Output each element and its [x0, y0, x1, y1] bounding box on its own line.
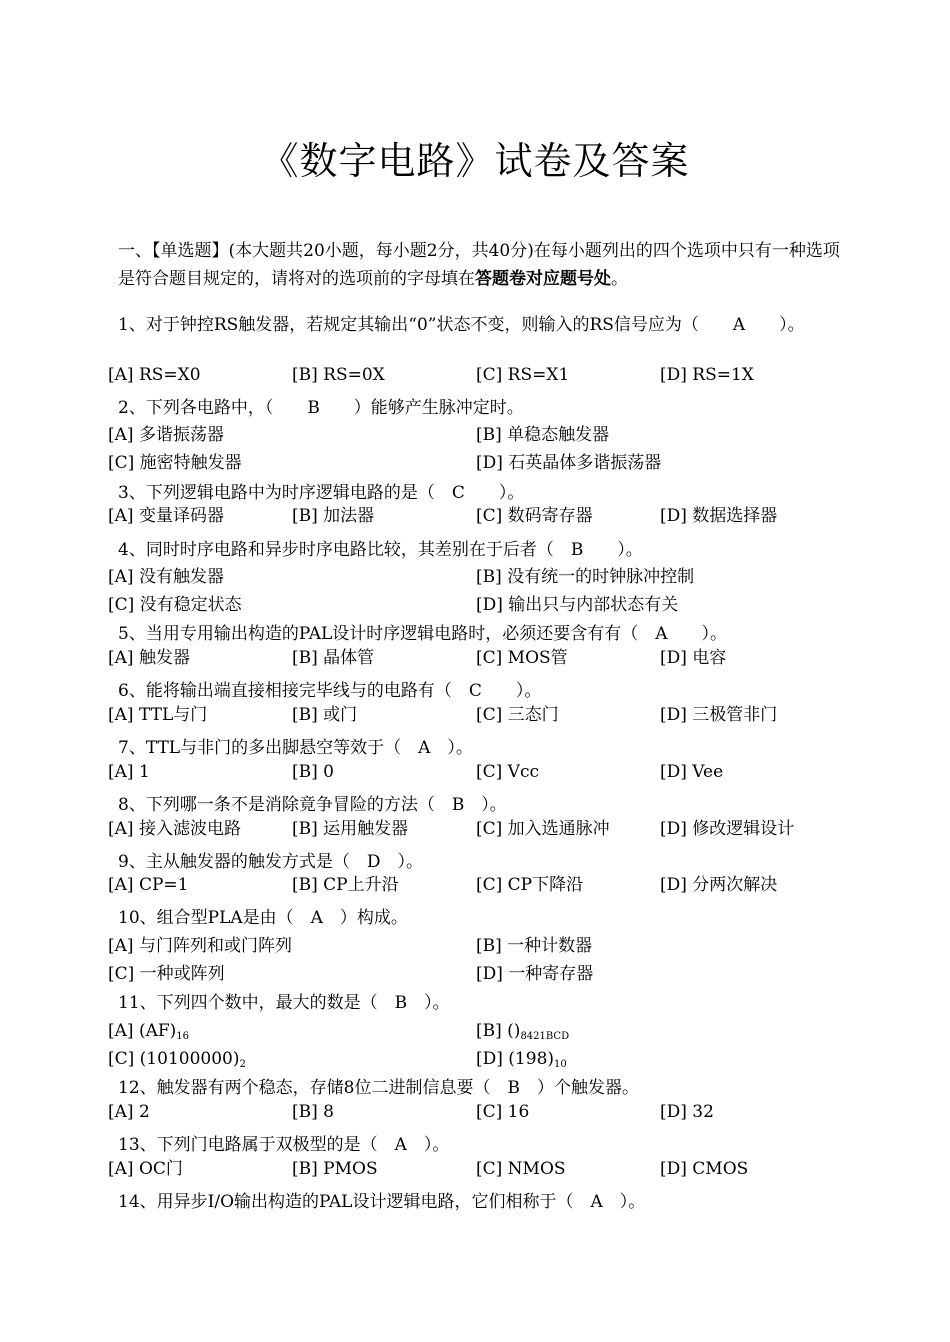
option-a: [A] 多谐振荡器: [108, 425, 224, 445]
option-b: [B] 晶体管: [292, 648, 375, 668]
question-7: 7、TTL与非门的多出脚悬空等效于（ A ）。: [118, 738, 473, 758]
option-d: [476, 1046, 567, 1078]
option-a: [A] TTL与门: [108, 705, 208, 725]
option-a: [A] 2: [108, 1102, 150, 1122]
options-7: [108, 759, 848, 785]
option-b: [B] PMOS: [292, 1159, 378, 1179]
option-d: [D] CMOS: [660, 1159, 749, 1179]
options-2-row1: [108, 422, 848, 448]
options-11-row2: [108, 1046, 848, 1072]
option-a: [A] 变量译码器: [108, 506, 224, 526]
options-9: [108, 872, 848, 898]
options-5: [108, 645, 848, 671]
option-b-value: [B] (): [476, 1021, 521, 1041]
question-10: 10、组合型PLA是由（ A ）构成。: [118, 908, 408, 928]
options-10-row1: [108, 933, 848, 959]
question-2: 2、下列各电路中，（ B ）能够产生脉冲定时。: [118, 398, 524, 418]
option-c: [108, 1046, 246, 1078]
option-b: [B] 一种计数器: [476, 936, 593, 956]
option-d: [D] 32: [660, 1102, 714, 1122]
option-b: [B] 或门: [292, 705, 358, 725]
option-b: [B] 8: [292, 1102, 334, 1122]
option-c: [C] 16: [476, 1102, 530, 1122]
intro-bold-text: 答题卷对应题号处: [475, 269, 611, 289]
option-d: [D] 电容: [660, 648, 727, 668]
option-b-base: 8421BCD: [520, 1031, 570, 1042]
page-title: 《数字电路》试卷及答案: [260, 139, 690, 183]
question-12: 12、触发器有两个稳态，存储8位二进制信息要（ B ）个触发器。: [118, 1078, 639, 1098]
option-a: [A] OC门: [108, 1159, 183, 1179]
intro-text-end: 。: [611, 269, 628, 289]
question-5: 5、当用专用输出构造的PAL设计时序逻辑电路时，必须还要含有有（ A ）。: [118, 624, 728, 644]
option-c: [C] 三态门: [476, 705, 559, 725]
options-4-row1: [108, 564, 848, 590]
option-b: [B] 运用触发器: [292, 819, 409, 839]
option-b: [B] RS=0X: [292, 365, 385, 385]
options-6: [108, 702, 848, 728]
option-b: [B] 单稳态触发器: [476, 425, 610, 445]
options-2-row2: [108, 450, 848, 476]
option-a: [A] 没有触发器: [108, 567, 224, 587]
options-11-row1: [108, 1018, 848, 1044]
option-c-value: [C] (10100000): [108, 1049, 240, 1069]
option-b: [B] 没有统一的时钟脉冲控制: [476, 567, 695, 587]
option-c: [C] MOS管: [476, 648, 568, 668]
options-1: [108, 362, 848, 388]
option-d: [D] 输出只与内部状态有关: [476, 595, 679, 615]
question-8: 8、下列哪一条不是消除竟争冒险的方法（ B ）。: [118, 795, 507, 815]
option-a: [A] RS=X0: [108, 365, 201, 385]
option-c: [C] Vcc: [476, 762, 539, 782]
option-d-value: [D] (198): [476, 1049, 555, 1069]
option-d: [D] Vee: [660, 762, 724, 782]
question-1: 1、对于钟控RS触发器，若规定其输出“0”状态不变，则输入的RS信号应为（ A ）。: [118, 315, 805, 335]
option-d-base: 10: [554, 1059, 567, 1070]
option-a: [A] 接入滤波电路: [108, 819, 241, 839]
option-c: [C] CP下降沿: [476, 875, 584, 895]
option-a: [A] 触发器: [108, 648, 190, 668]
option-c-base: 2: [239, 1059, 246, 1070]
options-10-row2: [108, 961, 848, 987]
option-c: [C] 没有稳定状态: [108, 595, 242, 615]
question-13: 13、下列门电路属于双极型的是（ A ）。: [118, 1135, 450, 1155]
option-c: [C] 一种或阵列: [108, 964, 225, 984]
option-a: [A] CP=1: [108, 875, 189, 895]
options-8: [108, 816, 848, 842]
question-11: 11、下列四个数中，最大的数是（ B ）。: [118, 993, 450, 1013]
option-c: [C] 数码寄存器: [476, 506, 593, 526]
option-d: [D] 修改逻辑设计: [660, 819, 795, 839]
option-a: [A] 与门阵列和或门阵列: [108, 936, 292, 956]
option-c: [C] NMOS: [476, 1159, 566, 1179]
options-13: [108, 1156, 848, 1182]
option-c: [C] RS=X1: [476, 365, 570, 385]
option-a-base: 16: [176, 1031, 190, 1042]
option-d: [D] 石英晶体多谐振荡器: [476, 453, 662, 473]
option-c: [C] 施密特触发器: [108, 453, 242, 473]
option-d: [D] 分两次解决: [660, 875, 778, 895]
section-intro: [118, 237, 848, 293]
question-14: 14、用异步I/O输出构造的PAL设计逻辑电路，它们相称于（ A ）。: [118, 1192, 646, 1212]
option-d: [D] 一种寄存器: [476, 964, 594, 984]
option-d: [D] RS=1X: [660, 365, 754, 385]
option-a-value: [A] (AF): [108, 1021, 177, 1041]
option-c: [C] 加入选通脉冲: [476, 819, 610, 839]
option-b: [B] 0: [292, 762, 334, 782]
options-4-row2: [108, 592, 848, 618]
option-b: [B] 加法器: [292, 506, 375, 526]
question-3: 3、下列逻辑电路中为时序逻辑电路的是（ C ）。: [118, 483, 525, 503]
question-9: 9、主从触发器的触发方式是（ D ）。: [118, 852, 423, 872]
options-12: [108, 1099, 848, 1125]
option-d: [D] 三极管非门: [660, 705, 778, 725]
options-3: [108, 503, 848, 529]
option-b: [B] CP上升沿: [292, 875, 399, 895]
question-6: 6、能将输出端直接相接完毕线与的电路有（ C ）。: [118, 681, 542, 701]
option-a: [A] 1: [108, 762, 150, 782]
option-d: [D] 数据选择器: [660, 506, 778, 526]
question-4: 4、同时时序电路和异步时序电路比较，其差别在于后者（ B ）。: [118, 540, 643, 560]
intro-text: 一、【单选题】(本大题共20小题，每小题2分，共40分)在每小题列出的四个选项中只有一种选项是符合题目规定的，请将对的选项前的字母填在: [118, 241, 840, 289]
